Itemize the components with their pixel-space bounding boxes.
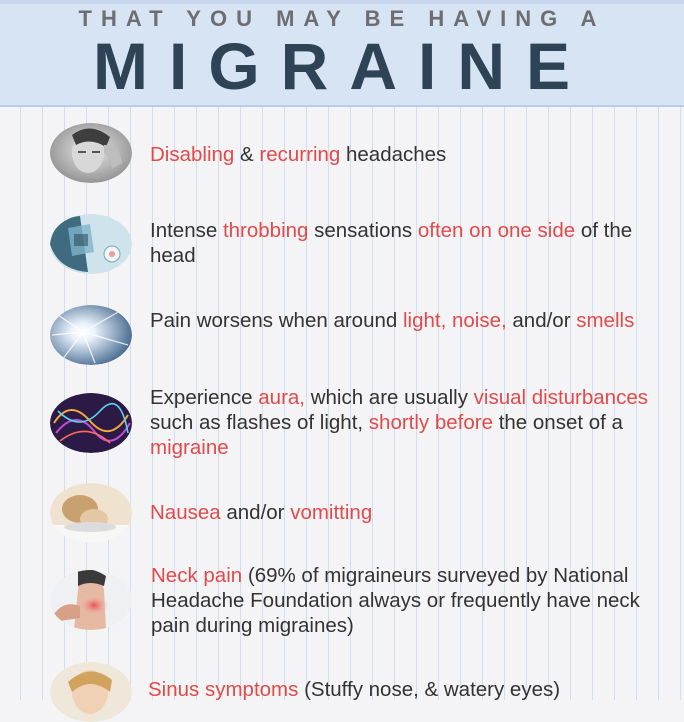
headache-woman-photo-icon <box>50 123 132 183</box>
bright-light-photo-icon <box>50 305 132 365</box>
text-highlight: Disabling <box>150 143 235 166</box>
text-plain: Experience <box>150 386 259 409</box>
text-plain: Pain worsens when around <box>150 309 403 332</box>
text-plain: and/or <box>220 501 291 524</box>
text-highlight: recurring <box>259 143 341 166</box>
text-plain: the onset of a <box>493 411 623 434</box>
text-highlight: migraine <box>150 436 229 459</box>
header-top-line <box>0 0 684 4</box>
text-highlight: smells <box>576 309 635 332</box>
text-plain: headaches <box>340 143 447 166</box>
text-plain: such as flashes of light, <box>150 411 369 434</box>
symptom-text-1 <box>150 142 670 167</box>
text-highlight: Nausea <box>150 501 221 524</box>
text-highlight: aura, <box>258 386 305 409</box>
nausea-photo-icon <box>50 483 132 543</box>
head-side-scan-photo-icon <box>50 214 132 274</box>
neck-pain-photo-icon <box>50 570 132 630</box>
text-plain: & <box>234 143 260 166</box>
text-highlight: often on one side <box>417 219 576 242</box>
text-plain: of the head <box>150 219 633 267</box>
symptom-text-6 <box>151 563 651 638</box>
symptom-text-4 <box>150 385 670 460</box>
sinus-woman-photo-icon <box>50 662 132 722</box>
text-plain: (69% of migraineurs surveyed by National Headache Foundation always or frequently have neck pain during migraines) <box>151 564 640 637</box>
text-highlight: light, noise, <box>403 309 507 332</box>
text-highlight: shortly before <box>368 411 493 434</box>
text-highlight: visual disturbances <box>473 386 648 409</box>
text-plain: Intense <box>150 219 223 242</box>
text-highlight: Sinus symptoms <box>148 678 299 701</box>
text-highlight: Neck pain <box>151 564 243 587</box>
subtitle: THAT YOU MAY BE HAVING A <box>78 6 606 31</box>
header-banner <box>0 0 684 107</box>
page-title: MIGRAINE <box>93 29 591 103</box>
text-highlight: throbbing <box>222 219 309 242</box>
text-plain: sensations <box>308 219 418 242</box>
text-highlight: vomitting <box>290 501 373 524</box>
text-plain: and/or <box>506 309 577 332</box>
symptom-text-2 <box>150 218 670 268</box>
symptom-text-5 <box>150 500 670 525</box>
text-plain: which are usually <box>305 386 474 409</box>
symptom-text-7 <box>148 677 668 702</box>
text-plain: (Stuffy nose, & watery eyes) <box>298 678 561 701</box>
aura-swirl-photo-icon <box>50 393 132 453</box>
symptom-text-3 <box>150 308 670 333</box>
